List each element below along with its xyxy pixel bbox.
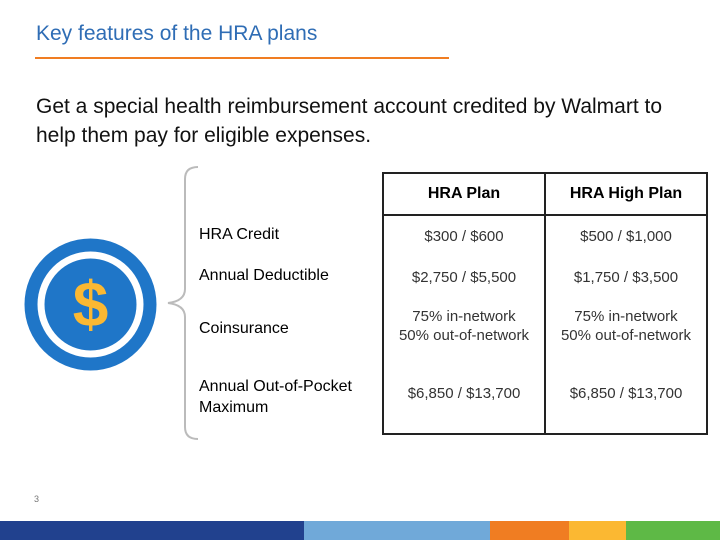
title-underline [35, 57, 449, 59]
cell-high: $500 / $1,000 [545, 215, 707, 256]
svg-text:$: $ [72, 268, 109, 340]
cell-hra: $2,750 / $5,500 [383, 256, 545, 298]
footer-color-bar [0, 521, 720, 540]
row-label: Coinsurance [199, 320, 289, 337]
table-row [383, 354, 707, 434]
cell-hra: $6,850 / $13,700 [383, 354, 545, 434]
footer-segment [0, 521, 304, 540]
table-row [383, 215, 707, 256]
footer-segment [569, 521, 626, 540]
cell-high: $1,750 / $3,500 [545, 256, 707, 298]
plan-comparison-table [382, 172, 708, 435]
dollar-coin-icon [24, 238, 157, 371]
slide-subtitle: Get a special health reimbursement account credited by Walmart to help them pay for eligible expenses. [36, 95, 663, 147]
table-row [383, 256, 707, 298]
row-label: Annual Deductible [199, 267, 329, 284]
column-header-hra-high-plan: HRA High Plan [545, 173, 707, 215]
cell-hra: 75% in-network 50% out-of-network [383, 298, 545, 354]
footer-segment [490, 521, 569, 540]
curly-brace [160, 165, 200, 441]
cell-hra: $300 / $600 [383, 215, 545, 256]
cell-high: 75% in-network 50% out-of-network [545, 298, 707, 354]
row-label: HRA Credit [199, 226, 280, 243]
row-label: Annual Out-of-Pocket Maximum [199, 378, 352, 416]
page-number: 3 [34, 494, 40, 504]
footer-segment [304, 521, 490, 540]
footer-segment [626, 521, 720, 540]
slide-title: Key features of the HRA plans [36, 22, 318, 45]
cell-high: $6,850 / $13,700 [545, 354, 707, 434]
table-row [383, 298, 707, 354]
column-header-hra-plan: HRA Plan [383, 173, 545, 215]
